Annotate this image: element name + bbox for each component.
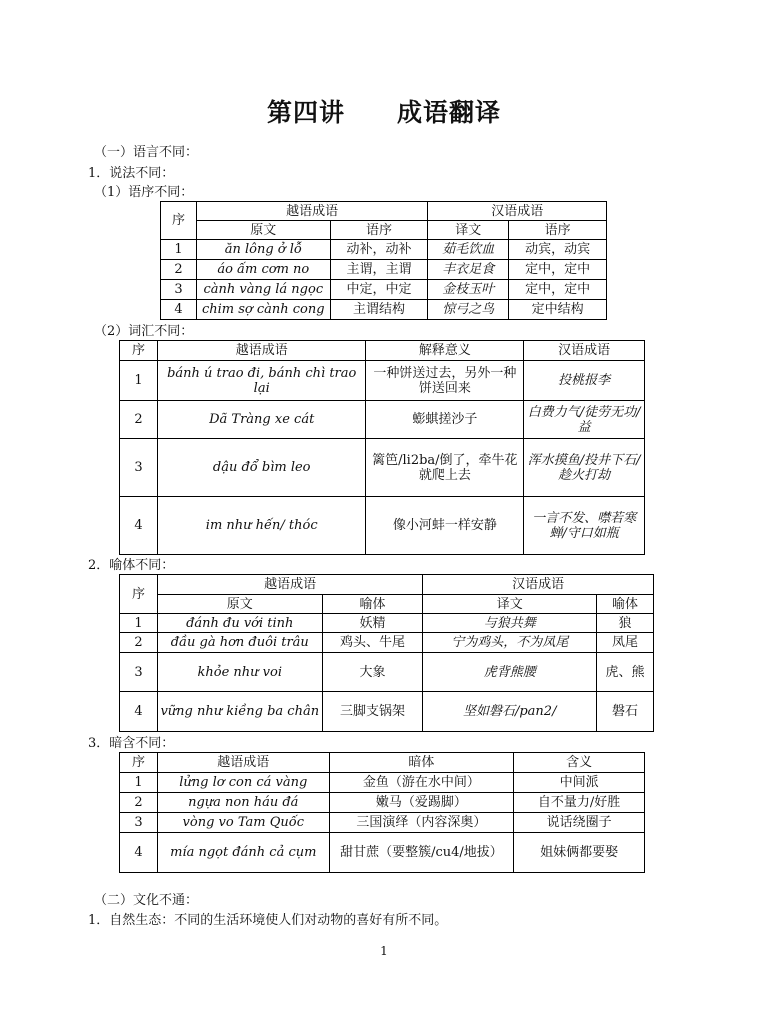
cell-order: 主谓结构: [330, 300, 428, 320]
cell-vehicle: 妖精: [322, 614, 423, 633]
cell-hidden-image: 嫩马（爱踢脚）: [329, 793, 514, 813]
cell-translation: 宁为鸡头，不为凤尾: [423, 633, 597, 653]
cell-chinese-idiom: 一言不发、噤若寒蝉/守口如瓶: [524, 497, 645, 555]
table-row: [120, 633, 654, 653]
table-row: [120, 401, 645, 439]
table-row: [120, 361, 645, 401]
cell-chinese-idiom: 浑水摸鱼/投井下石/趁火打劫: [524, 439, 645, 497]
cell-order: 中定，中定: [330, 280, 428, 300]
cell-seq: 3: [120, 439, 158, 497]
cell-translation: 茹毛饮血: [428, 240, 509, 260]
header-seq: 序: [120, 341, 158, 361]
cell-order: 主谓，主谓: [330, 260, 428, 280]
cell-meaning: 篱笆/li2ba/倒了，牵牛花就爬上去: [366, 439, 524, 497]
cell-translation: 惊弓之鸟: [428, 300, 509, 320]
cell-seq: 4: [161, 300, 197, 320]
cell-meaning: 蟛蜞搓沙子: [366, 401, 524, 439]
cell-vehicle: 虎、熊: [597, 653, 654, 692]
table-row: [161, 260, 607, 280]
vehicle-table: [119, 574, 654, 732]
cell-original: vững như kiềng ba chân: [157, 692, 322, 732]
header-seq: 序: [120, 753, 158, 773]
cell-hidden-image: 甜甘蔗（要整簇/cu4/地拔）: [329, 833, 514, 873]
cell-meaning: 说话绕圈子: [514, 813, 645, 833]
cell-seq: 3: [161, 280, 197, 300]
cell-original: đánh đu với tinh: [157, 614, 322, 633]
cell-vehicle: 鸡头、牛尾: [322, 633, 423, 653]
cell-meaning: 姐妹俩都要娶: [514, 833, 645, 873]
cell-translation: 坚如磐石/pan2/: [423, 692, 597, 732]
header-vietnamese-idiom: 越语成语: [157, 575, 422, 595]
cell-vietnamese-idiom: lửng lơ con cá vàng: [157, 773, 329, 793]
header-chinese-idiom: 汉语成语: [428, 202, 607, 221]
subheader-vehicle: 喻体: [322, 595, 423, 614]
section-heading-language: （一）语言不同：: [94, 145, 199, 160]
subheading-vehicle: 2．喻体不同：: [88, 558, 175, 573]
subheading-implication: 3．暗含不同：: [88, 736, 175, 751]
cell-chinese-idiom: 投桃报李: [524, 361, 645, 401]
cell-seq: 1: [120, 361, 158, 401]
cell-vietnamese-idiom: mía ngọt đánh cả cụm: [157, 833, 329, 873]
table-row: [120, 773, 645, 793]
subheader-vehicle: 喻体: [597, 595, 654, 614]
header-chinese-idiom: 汉语成语: [524, 341, 645, 361]
header-vietnamese-idiom: 越语成语: [196, 202, 427, 221]
section-heading-culture: （二）文化不通：: [94, 893, 199, 908]
subheader-translation: 译文: [423, 595, 597, 614]
cell-seq: 3: [120, 653, 158, 692]
cell-vietnamese-idiom: dậu đổ bìm leo: [157, 439, 366, 497]
page-title: 第四讲 成语翻译: [266, 98, 501, 127]
cell-meaning: 一种饼送过去，另外一种饼送回来: [366, 361, 524, 401]
cell-vietnamese-idiom: bánh ú trao đi, bánh chì trao lại: [157, 361, 366, 401]
cell-seq: 4: [120, 497, 158, 555]
header-vietnamese-idiom: 越语成语: [157, 753, 329, 773]
cell-seq: 2: [161, 260, 197, 280]
subheader-order: 语序: [509, 221, 607, 240]
cell-order: 定中结构: [509, 300, 607, 320]
cell-meaning: 中间派: [514, 773, 645, 793]
cell-order: 动补，动补: [330, 240, 428, 260]
cell-seq: 1: [161, 240, 197, 260]
cell-chinese-idiom: 白费力气/徒劳无功/益: [524, 401, 645, 439]
page-number: 1: [380, 944, 388, 958]
subheader-translation: 译文: [428, 221, 509, 240]
cell-original: khỏe như voi: [157, 653, 322, 692]
cell-seq: 1: [120, 773, 158, 793]
header-meaning: 含义: [514, 753, 645, 773]
cell-order: 动宾，动宾: [509, 240, 607, 260]
table-row: [120, 692, 654, 732]
cell-translation: 虎背熊腰: [423, 653, 597, 692]
implication-table: [119, 752, 645, 873]
cell-order: 定中，定中: [509, 260, 607, 280]
cell-translation: 丰衣足食: [428, 260, 509, 280]
cell-hidden-image: 三国演绎（内容深奥）: [329, 813, 514, 833]
cell-meaning: 像小河蚌一样安静: [366, 497, 524, 555]
cell-original: ăn lông ở lỗ: [196, 240, 330, 260]
cell-original: áo ấm cơm no: [196, 260, 330, 280]
subheader-original: 原文: [196, 221, 330, 240]
table-row: [120, 497, 645, 555]
cell-original: cành vàng lá ngọc: [196, 280, 330, 300]
subheader-original: 原文: [157, 595, 322, 614]
header-chinese-idiom: 汉语成语: [423, 575, 654, 595]
cell-original: đầu gà hơn đuôi trâu: [157, 633, 322, 653]
cell-seq: 2: [120, 633, 158, 653]
header-hidden-image: 暗体: [329, 753, 514, 773]
cell-vehicle: 磐石: [597, 692, 654, 732]
subheading-expression: 1．说法不同：: [88, 166, 175, 181]
table-row: [161, 280, 607, 300]
header-vietnamese-idiom: 越语成语: [157, 341, 366, 361]
cell-vehicle: 大象: [322, 653, 423, 692]
cell-seq: 4: [120, 833, 158, 873]
subheader-order: 语序: [330, 221, 428, 240]
table-row: [120, 793, 645, 813]
cell-vietnamese-idiom: im như hến/ thóc: [157, 497, 366, 555]
cell-seq: 1: [120, 614, 158, 633]
cell-original: chim sợ cành cong: [196, 300, 330, 320]
table-row: [120, 614, 654, 633]
vocabulary-table: [119, 340, 645, 555]
cell-translation: 与狼共舞: [423, 614, 597, 633]
cell-vehicle: 三脚支锅架: [322, 692, 423, 732]
cell-vietnamese-idiom: Dã Tràng xe cát: [157, 401, 366, 439]
subheading-word-order: （1）语序不同：: [94, 185, 194, 200]
cell-vietnamese-idiom: vòng vo Tam Quốc: [157, 813, 329, 833]
table-row: [120, 813, 645, 833]
cell-seq: 2: [120, 401, 158, 439]
cell-meaning: 自不量力/好胜: [514, 793, 645, 813]
table-row: [120, 833, 645, 873]
cell-order: 定中，定中: [509, 280, 607, 300]
cell-seq: 4: [120, 692, 158, 732]
table-row: [161, 240, 607, 260]
cell-seq: 2: [120, 793, 158, 813]
word-order-table: [160, 201, 607, 320]
cell-vehicle: 凤尾: [597, 633, 654, 653]
cell-hidden-image: 金鱼（游在水中间）: [329, 773, 514, 793]
header-meaning: 解释意义: [366, 341, 524, 361]
table-row: [120, 653, 654, 692]
paragraph-natural-ecology: 1．自然生态：不同的生活环境使人们对动物的喜好有所不同。: [88, 913, 448, 928]
cell-vietnamese-idiom: ngựa non háu đá: [157, 793, 329, 813]
subheading-vocabulary: （2）词汇不同：: [94, 324, 194, 339]
header-seq: 序: [161, 202, 197, 240]
table-row: [161, 300, 607, 320]
cell-vehicle: 狼: [597, 614, 654, 633]
cell-seq: 3: [120, 813, 158, 833]
table-row: [120, 439, 645, 497]
header-seq: 序: [120, 575, 158, 614]
cell-translation: 金枝玉叶: [428, 280, 509, 300]
